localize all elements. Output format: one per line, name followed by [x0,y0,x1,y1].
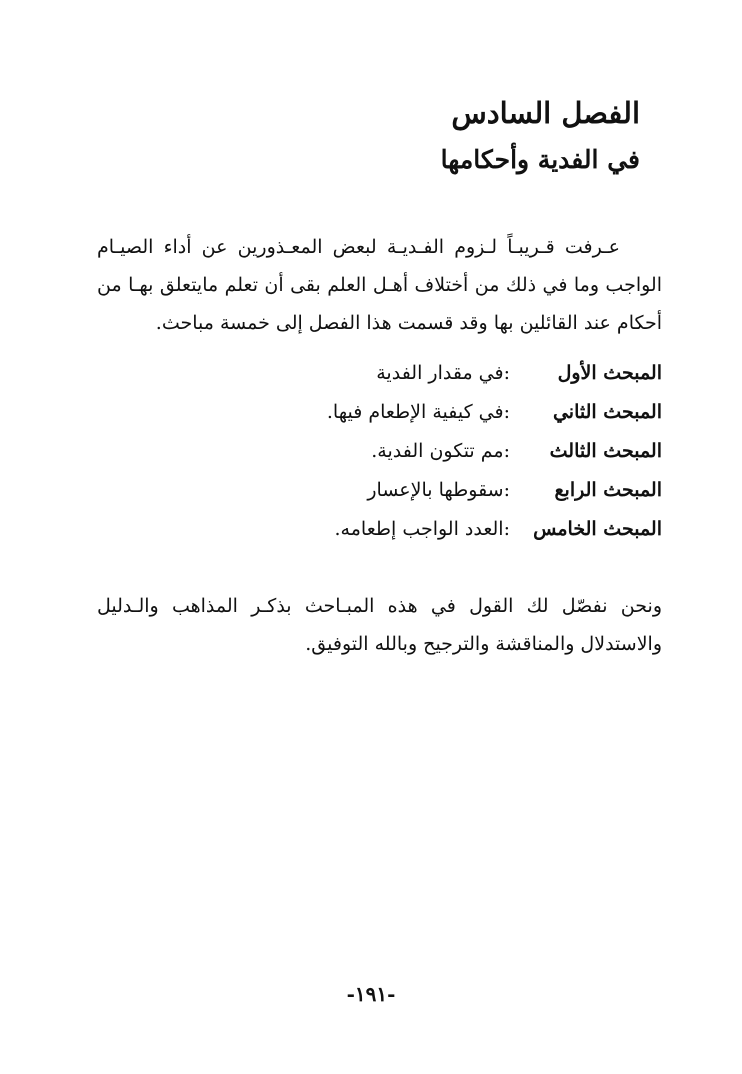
topic-name: المبحث الخامس [533,518,662,540]
topic-name: المبحث الأول [557,362,662,384]
topic-name: المبحث الثالث [549,440,662,462]
intro-paragraph [97,228,662,342]
chapter-title: الفصل السادس [451,96,640,130]
closing-paragraph: ونحن نفصّل لك القول في هذه المبـاحث بذكـر المذاهب والـدليل والاستدلال والمناقشة والترجيح وبالله التوفيق. [97,595,662,655]
intro-paragraph-text: عـرفت قـريبـاً لـزوم الفـديـة لبعض المعـذورين عن أداء الصيـام الواجب وما في ذلك من أختلاف أهـل العلم بقى أن تعلم مايتعلق بهـا من أحكام عند القائلين بها وقد قسمت هذا الفصل إلى خمسة مباحث. [97,236,662,334]
topic-description: :مم تتكون الفدية. [371,440,510,462]
topic-name: المبحث الرابع [554,479,662,501]
topic-description: :في مقدار الفدية [376,362,510,384]
page-number: -١٩١- [346,982,396,1006]
topic-row [102,471,662,510]
topic-row [102,432,662,471]
topic-description: :في كيفية الإطعام فيها. [326,401,510,423]
topic-row [102,354,662,393]
topic-name: المبحث الثاني [552,401,662,423]
chapter-subtitle: في الفدية وأحكامها [440,145,640,174]
topic-row [102,393,662,432]
topic-description: :العدد الواجب إطعامه. [334,518,510,540]
topic-row [102,510,662,549]
topic-description: :سقوطها بالإعسار [367,479,510,501]
topics-list [102,354,662,549]
